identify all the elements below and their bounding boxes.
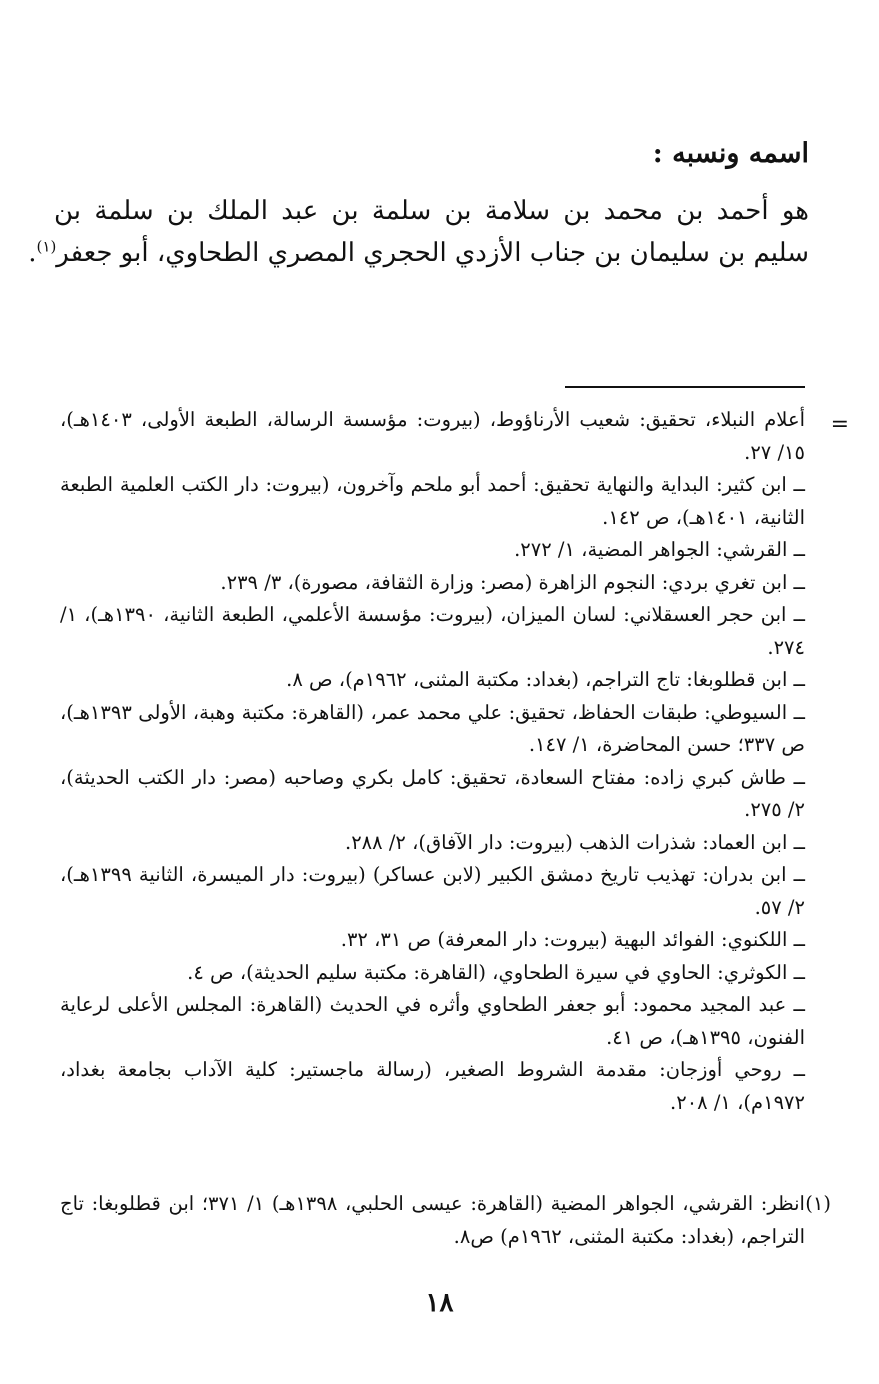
body-text-line-2-end: .: [28, 238, 37, 268]
footnote-marker: (١): [805, 1192, 831, 1215]
continuation-mark: =: [830, 412, 849, 437]
reference-item: ــ ابن حجر العسقلاني: لسان الميزان، (بيروت: مؤسسة الأعلمي، الطبعة الثانية، ١٣٩٠هـ)، ١/ ٢٧٤.: [60, 603, 805, 659]
reference-item: ــ ابن كثير: البداية والنهاية تحقيق: أحمد أبو ملحم وآخرون، (بيروت: دار الكتب العلمية الطبعة الثانية، ١٤٠١هـ)، ص ١٤٢.: [60, 473, 805, 529]
references-list: [60, 404, 805, 1119]
reference-item: أعلام النبلاء، تحقيق: شعيب الأرناؤوط، (بيروت: مؤسسة الرسالة، الطبعة الأولى، ١٤٠٣هـ)، ١٥/ ٢٧.: [60, 408, 805, 464]
reference-item: ــ روحي أوزجان: مقدمة الشروط الصغير، (رسالة ماجستير: كلية الآداب بجامعة بغداد، ١٩٧٢م)، ١/ ٢٠٨.: [60, 1058, 805, 1114]
section-heading: اسمه ونسبه :: [652, 138, 809, 169]
footnote-text: انظر: القرشي، الجواهر المضية (القاهرة: عيسى الحلبي، ١٣٩٨هـ) ١/ ٣٧١؛ ابن قطلوبغا: تاج التراجم، (بغداد: مكتبة المثنى، ١٩٦٢م) ص٨.: [60, 1192, 805, 1248]
reference-item: ــ ابن بدران: تهذيب تاريخ دمشق الكبير (لابن عساكر) (بيروت: دار الميسرة، الثانية ١٣٩٩هـ)، ٢/ ٥٧.: [60, 863, 805, 919]
reference-item: ــ الكوثري: الحاوي في سيرة الطحاوي، (القاهرة: مكتبة سليم الحديثة)، ص ٤.: [187, 960, 805, 984]
page-number: ١٨: [425, 1288, 454, 1318]
reference-item: ــ السيوطي: طبقات الحفاظ، تحقيق: علي محمد عمر، (القاهرة: مكتبة وهبة، الأولى ١٣٩٣هـ)، ص ٣٣٧؛ حسن المحاضرة، ١/ ١٤٧.: [60, 700, 805, 756]
reference-item: ــ ابن العماد: شذرات الذهب (بيروت: دار الآفاق)، ٢/ ٢٨٨.: [345, 830, 805, 854]
reference-item: ــ ابن قطلوبغا: تاج التراجم، (بغداد: مكتبة المثنى، ١٩٦٢م)، ص ٨.: [286, 668, 805, 691]
reference-item: ــ اللكنوي: الفوائد البهية (بيروت: دار المعرفة) ص ٣١، ٣٢.: [340, 928, 805, 951]
reference-item: ــ ابن تغري بردي: النجوم الزاهرة (مصر: وزارة الثقافة، مصورة)، ٣/ ٢٣٩.: [220, 570, 805, 594]
body-text-line-2: [28, 237, 809, 268]
footnote-separator: [565, 386, 805, 388]
footnote: [60, 1188, 831, 1253]
reference-item: ــ القرشي: الجواهر المضية، ١/ ٢٧٢.: [514, 538, 805, 561]
reference-item: ــ طاش كبري زاده: مفتاح السعادة، تحقيق: كامل بكري وصاحبه (مصر: دار الكتب الحديثة)، ٢/ ٢٧٥.: [60, 765, 805, 821]
footnote-reference: (١): [36, 237, 57, 256]
reference-item: ــ عبد المجيد محمود: أبو جعفر الطحاوي وأثره في الحديث (القاهرة: المجلس الأعلى لرعاية الفنون، ١٣٩٥هـ)، ص ٤١.: [60, 993, 805, 1049]
body-text-line-2-content: سليم بن سليمان بن جناب الأزدي الحجري المصري الطحاوي، أبو جعفر: [56, 238, 809, 268]
body-text-line-1: هو أحمد بن محمد بن سلامة بن سلمة بن عبد الملك بن سلمة بن: [54, 196, 809, 226]
